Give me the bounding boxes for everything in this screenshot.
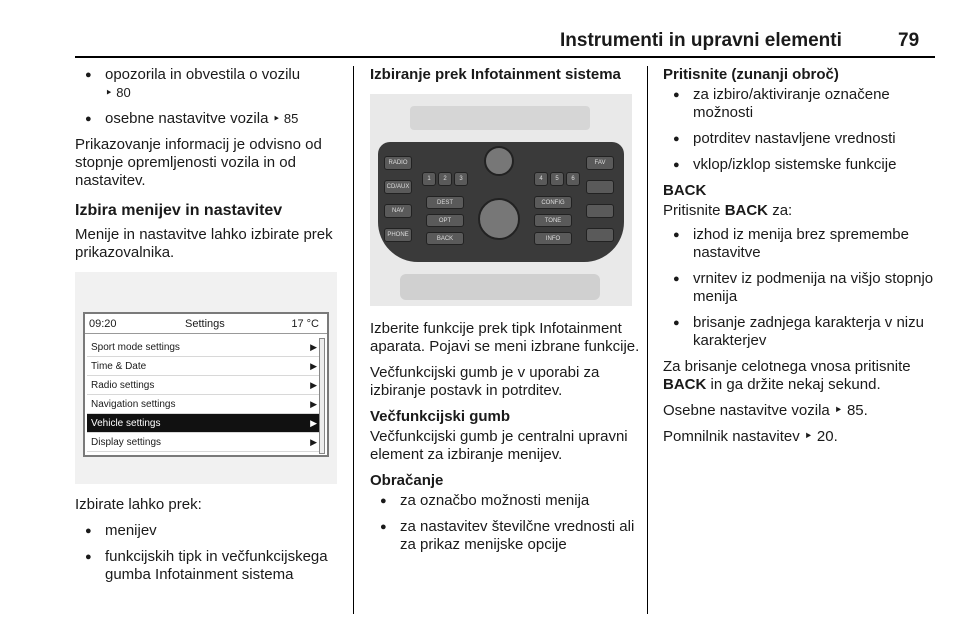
menu-item: Time & Date ▶: [87, 357, 319, 376]
preset-button: 4: [534, 172, 548, 186]
panel-button: [586, 204, 614, 218]
chevron-right-icon: ▶: [310, 418, 317, 428]
list-item: ● funkcijskih tipk in večfunkcijskega gumba Infotainment sistema: [75, 548, 345, 584]
settings-screen-image: [75, 272, 337, 484]
menu-item: Radio settings ▶: [87, 376, 319, 395]
panel-button: [586, 180, 614, 194]
back-bullet-list: [663, 226, 938, 350]
column-divider: [647, 66, 648, 614]
page-reference[interactable]: ‣ 85: [272, 111, 299, 126]
chevron-right-icon: ▶: [310, 380, 317, 390]
power-volume-knob: [484, 146, 514, 176]
screen-clock: 09:20: [89, 318, 117, 330]
section-paragraph: Menije in nastavitve lahko izbirate prek prikazovalnika.: [75, 226, 333, 261]
subheading: Pritisnite (zunanji obroč): [663, 66, 839, 83]
control-panel: [378, 142, 624, 262]
memory-settings-ref: Pomnilnik nastavitev ‣ 20.: [663, 428, 838, 445]
menu-item: Display settings ▶: [87, 433, 319, 452]
preset-button: 6: [566, 172, 580, 186]
dest-button: DEST: [426, 196, 464, 209]
multifunction-knob: [478, 198, 520, 240]
info-button: INFO: [534, 232, 572, 245]
menu-item: Sport mode settings ▶: [87, 338, 319, 357]
opt-button: OPT: [426, 214, 464, 227]
display-screen: [83, 312, 329, 457]
config-button: CONFIG: [534, 196, 572, 209]
list-item: ● za izbiro/aktiviranje označene možnosti: [663, 86, 938, 122]
panel-button: [586, 228, 614, 242]
subheading: Večfunkcijski gumb: [370, 408, 511, 425]
list-item: ● izhod iz menija brez spremembe nastavitve: [663, 226, 938, 262]
preset-button: 1: [422, 172, 436, 186]
list-item: ● osebne nastavitve vozila ‣ 85: [75, 110, 345, 128]
list-item: ● opozorila in obvestila o vozilu ‣ 80: [75, 66, 345, 102]
preset-button: 2: [438, 172, 452, 186]
middle-column: [370, 66, 640, 562]
screen-scrollbar: [319, 338, 325, 454]
paragraph: Izberite funkcije prek tipk Infotainment aparata. Pojavi se meni izbrane funkcije.: [370, 320, 640, 355]
air-vent: [410, 106, 590, 130]
menu-item: Navigation settings ▶: [87, 395, 319, 414]
infotainment-panel-image: [370, 94, 632, 306]
list-item: ● za označbo možnosti menija: [370, 492, 640, 510]
tone-button: TONE: [534, 214, 572, 227]
top-bullet-list: [75, 66, 345, 128]
paragraph: Večfunkcijski gumb je centralni upravni element za izbiranje menijev.: [370, 428, 628, 463]
chevron-right-icon: ▶: [310, 342, 317, 352]
page-reference[interactable]: ‣ 80: [105, 85, 131, 100]
list-item: ● za nastavitev številčne vrednosti ali za prikaz menijske opcije: [370, 518, 640, 554]
list-item: ● potrditev nastavljene vrednosti: [663, 130, 938, 148]
right-column: [663, 66, 938, 454]
chevron-right-icon: ▶: [310, 361, 317, 371]
section-heading: Izbiranje prek Infotainment sistema: [370, 66, 621, 83]
section-heading: Izbira menijev in nastavitev: [75, 202, 283, 219]
chevron-right-icon: ▶: [310, 437, 317, 447]
radio-button: RADIO: [384, 156, 412, 170]
nav-button: NAV: [384, 204, 412, 218]
screen-title: Settings: [185, 318, 225, 330]
list-item: ● vklop/izklop sistemske funkcije: [663, 156, 938, 174]
phone-button: PHONE: [384, 228, 412, 242]
preset-button: 5: [550, 172, 564, 186]
intro-paragraph: Prikazovanje informacij je odvisno od stopnje opremljenosti vozila in od nastavitev.: [75, 136, 322, 189]
menu-item-selected: Vehicle settings ▶: [87, 414, 319, 433]
screen-status-bar: [85, 314, 327, 334]
chevron-right-icon: ▶: [310, 399, 317, 409]
list-item: ● menijev: [75, 522, 345, 540]
preset-button: 3: [454, 172, 468, 186]
cd-aux-button: CD/AUX: [384, 180, 412, 194]
press-bullet-list: [663, 86, 938, 174]
back-intro: Pritisnite BACK za:: [663, 202, 793, 219]
lower-grille: [400, 274, 600, 300]
header-rule: [75, 56, 935, 58]
left-column: [75, 66, 345, 592]
subheading: BACK: [663, 182, 707, 199]
list-item: ● vrnitev iz podmenija na višjo stopnjo menija: [663, 270, 938, 306]
select-via-text: Izbirate lahko prek:: [75, 496, 202, 513]
subheading: Obračanje: [370, 472, 444, 489]
bottom-bullet-list: [75, 522, 345, 584]
paragraph: Večfunkcijski gumb je v uporabi za izbiranje postavk in potrditev.: [370, 364, 600, 399]
column-divider: [353, 66, 354, 614]
list-item: ● brisanje zadnjega karakterja v nizu karakterjev: [663, 314, 938, 350]
delete-paragraph: Za brisanje celotnega vnosa pritisnite BACK in ga držite nekaj sekund.: [663, 358, 911, 393]
settings-menu-list: [87, 338, 319, 452]
personal-settings-ref: Osebne nastavitve vozila ‣ 85.: [663, 402, 868, 419]
page-header-title: Instrumenti in upravni elementi: [560, 30, 842, 51]
back-button: BACK: [426, 232, 464, 245]
screen-temperature: 17 °C: [291, 318, 319, 330]
fav-button: FAV: [586, 156, 614, 170]
turning-bullet-list: [370, 492, 640, 554]
page-number: 79: [898, 30, 920, 51]
